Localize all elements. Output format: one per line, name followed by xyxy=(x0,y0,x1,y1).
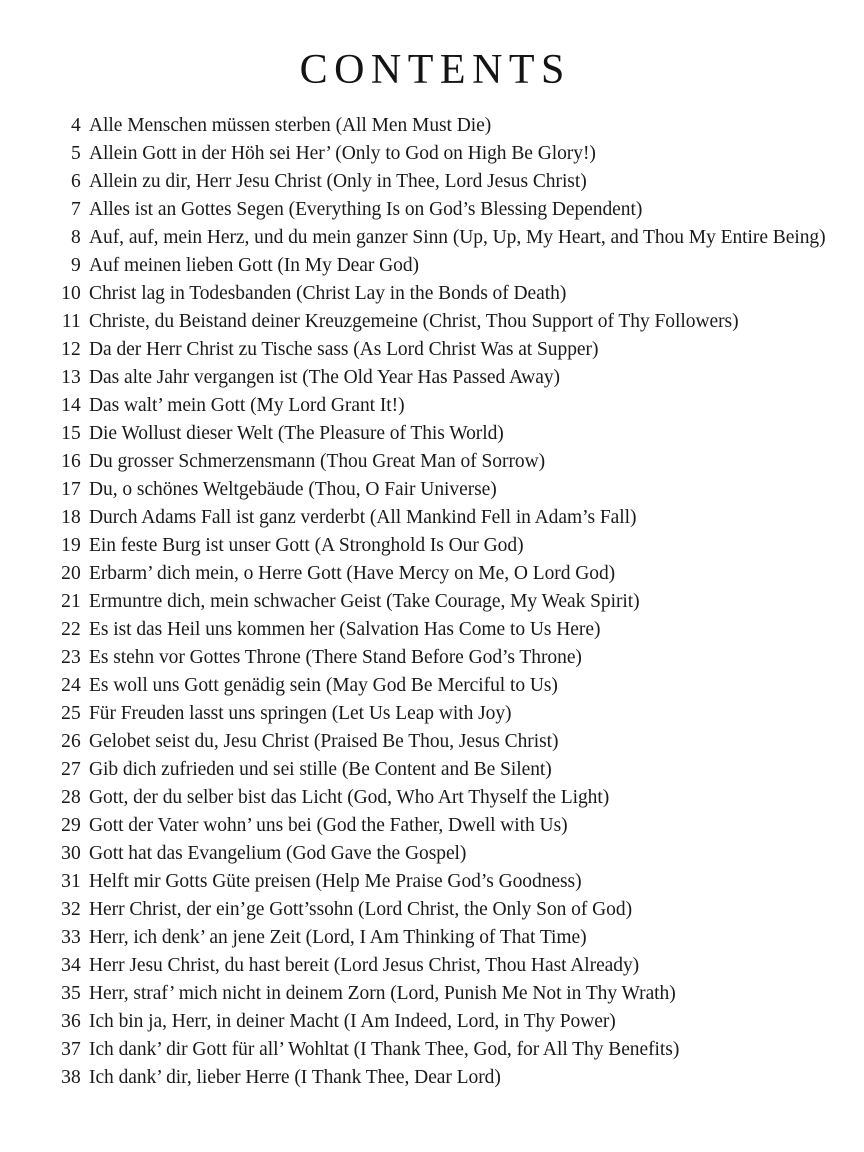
list-item[interactable] xyxy=(0,560,864,588)
list-item[interactable] xyxy=(0,700,864,728)
entry-title: Du grosser Schmerzensmann (Thou Great Man of Sorrow) xyxy=(89,451,546,472)
list-item[interactable] xyxy=(0,504,864,532)
entry-page-number: 34 xyxy=(61,955,81,976)
entry-title: Alle Menschen müssen sterben (All Men Must Die) xyxy=(89,115,492,136)
entry-title: Auf meinen lieben Gott (In My Dear God) xyxy=(89,255,419,276)
entry-title: Helft mir Gotts Güte preisen (Help Me Praise God’s Goodness) xyxy=(89,871,582,892)
entry-page-number: 24 xyxy=(61,675,81,696)
entry-title: Da der Herr Christ zu Tische sass (As Lord Christ Was at Supper) xyxy=(89,339,599,360)
entry-title: Ermuntre dich, mein schwacher Geist (Take Courage, My Weak Spirit) xyxy=(89,591,640,612)
entry-page-number: 25 xyxy=(61,703,81,724)
entry-title: Die Wollust dieser Welt (The Pleasure of This World) xyxy=(89,423,504,444)
list-item[interactable] xyxy=(0,280,864,308)
entry-page-number: 27 xyxy=(61,759,81,780)
list-item[interactable] xyxy=(0,728,864,756)
entry-title: Das alte Jahr vergangen ist (The Old Year Has Passed Away) xyxy=(89,367,560,388)
entry-page-number: 13 xyxy=(61,367,81,388)
entry-title: Ein feste Burg ist unser Gott (A Stronghold Is Our God) xyxy=(89,535,524,556)
list-item[interactable] xyxy=(0,756,864,784)
list-item[interactable] xyxy=(0,420,864,448)
entry-title: Auf, auf, mein Herz, und du mein ganzer Sinn (Up, Up, My Heart, and Thou My Entire Being) xyxy=(89,227,826,248)
entry-page-number: 20 xyxy=(61,563,81,584)
list-item[interactable] xyxy=(0,448,864,476)
entry-page-number: 21 xyxy=(61,591,81,612)
list-item[interactable] xyxy=(0,896,864,924)
list-item[interactable] xyxy=(0,672,864,700)
entry-page-number: 37 xyxy=(61,1039,81,1060)
list-item[interactable] xyxy=(0,644,864,672)
entry-title: Ich dank’ dir Gott für all’ Wohltat (I Thank Thee, God, for All Thy Benefits) xyxy=(89,1039,680,1060)
entry-page-number: 26 xyxy=(61,731,81,752)
entry-title: Ich bin ja, Herr, in deiner Macht (I Am Indeed, Lord, in Thy Power) xyxy=(89,1011,616,1032)
list-item[interactable] xyxy=(0,392,864,420)
list-item[interactable] xyxy=(0,1008,864,1036)
list-item[interactable] xyxy=(0,588,864,616)
entry-title: Erbarm’ dich mein, o Herre Gott (Have Mercy on Me, O Lord God) xyxy=(89,563,616,584)
list-item[interactable] xyxy=(0,224,864,252)
list-item[interactable] xyxy=(0,616,864,644)
page-title: CONTENTS xyxy=(299,47,571,93)
list-item[interactable] xyxy=(0,532,864,560)
list-item[interactable] xyxy=(0,308,864,336)
entry-page-number: 35 xyxy=(61,983,81,1004)
entry-page-number: 32 xyxy=(61,899,81,920)
list-item[interactable] xyxy=(0,168,864,196)
entry-page-number: 33 xyxy=(61,927,81,948)
entry-page-number: 9 xyxy=(71,255,81,276)
entry-title: Gib dich zufrieden und sei stille (Be Content and Be Silent) xyxy=(89,759,552,780)
entry-title: Herr Jesu Christ, du hast bereit (Lord Jesus Christ, Thou Hast Already) xyxy=(89,955,640,976)
entry-page-number: 23 xyxy=(61,647,81,668)
list-item[interactable] xyxy=(0,952,864,980)
entry-title: Für Freuden lasst uns springen (Let Us Leap with Joy) xyxy=(89,703,512,724)
entry-page-number: 15 xyxy=(61,423,81,444)
entry-page-number: 6 xyxy=(71,171,81,192)
entry-title: Allein zu dir, Herr Jesu Christ (Only in Thee, Lord Jesus Christ) xyxy=(89,171,587,192)
entry-page-number: 36 xyxy=(61,1011,81,1032)
entry-page-number: 29 xyxy=(61,815,81,836)
entry-page-number: 14 xyxy=(61,395,81,416)
entry-title: Ich dank’ dir, lieber Herre (I Thank Thee, Dear Lord) xyxy=(89,1067,501,1088)
entry-title: Alles ist an Gottes Segen (Everything Is on God’s Blessing Dependent) xyxy=(89,199,643,220)
list-item[interactable] xyxy=(0,784,864,812)
list-item[interactable] xyxy=(0,112,864,140)
entry-page-number: 7 xyxy=(71,199,81,220)
entry-page-number: 8 xyxy=(71,227,81,248)
entry-page-number: 19 xyxy=(61,535,81,556)
entry-title: Herr Christ, der ein’ge Gott’ssohn (Lord Christ, the Only Son of God) xyxy=(89,899,633,920)
entry-title: Es ist das Heil uns kommen her (Salvation Has Come to Us Here) xyxy=(89,619,601,640)
table-of-contents-list xyxy=(0,112,864,1092)
list-item[interactable] xyxy=(0,1064,864,1092)
entry-title: Gott der Vater wohn’ uns bei (God the Father, Dwell with Us) xyxy=(89,815,568,836)
entry-page-number: 5 xyxy=(71,143,81,164)
entry-title: Christe, du Beistand deiner Kreuzgemeine (Christ, Thou Support of Thy Followers) xyxy=(89,311,739,332)
list-item[interactable] xyxy=(0,1036,864,1064)
entry-page-number: 17 xyxy=(61,479,81,500)
list-item[interactable] xyxy=(0,336,864,364)
entry-title: Durch Adams Fall ist ganz verderbt (All Mankind Fell in Adam’s Fall) xyxy=(89,507,637,528)
list-item[interactable] xyxy=(0,196,864,224)
entry-title: Es woll uns Gott genädig sein (May God Be Merciful to Us) xyxy=(89,675,558,696)
entry-page-number: 31 xyxy=(61,871,81,892)
entry-page-number: 16 xyxy=(61,451,81,472)
entry-title: Herr, ich denk’ an jene Zeit (Lord, I Am Thinking of That Time) xyxy=(89,927,587,948)
entry-page-number: 30 xyxy=(61,843,81,864)
entry-page-number: 38 xyxy=(61,1067,81,1088)
list-item[interactable] xyxy=(0,812,864,840)
list-item[interactable] xyxy=(0,840,864,868)
entry-title: Herr, straf’ mich nicht in deinem Zorn (Lord, Punish Me Not in Thy Wrath) xyxy=(89,983,676,1004)
entry-title: Christ lag in Todesbanden (Christ Lay in the Bonds of Death) xyxy=(89,283,567,304)
entry-page-number: 28 xyxy=(61,787,81,808)
entry-title: Allein Gott in der Höh sei Her’ (Only to God on High Be Glory!) xyxy=(89,143,596,164)
entry-title: Gott, der du selber bist das Licht (God, Who Art Thyself the Light) xyxy=(89,787,610,808)
list-item[interactable] xyxy=(0,980,864,1008)
entry-page-number: 4 xyxy=(71,115,81,136)
entry-title: Du, o schönes Weltgebäude (Thou, O Fair Universe) xyxy=(89,479,497,500)
list-item[interactable] xyxy=(0,140,864,168)
entry-title: Es stehn vor Gottes Throne (There Stand Before God’s Throne) xyxy=(89,647,582,668)
entry-page-number: 11 xyxy=(61,311,81,332)
entry-page-number: 18 xyxy=(61,507,81,528)
entry-title: Das walt’ mein Gott (My Lord Grant It!) xyxy=(89,395,405,416)
entry-page-number: 12 xyxy=(61,339,81,360)
list-item[interactable] xyxy=(0,924,864,952)
entry-title: Gott hat das Evangelium (God Gave the Gospel) xyxy=(89,843,467,864)
entry-page-number: 10 xyxy=(61,283,81,304)
list-item[interactable] xyxy=(0,868,864,896)
list-item[interactable] xyxy=(0,476,864,504)
entry-title: Gelobet seist du, Jesu Christ (Praised Be Thou, Jesus Christ) xyxy=(89,731,559,752)
list-item[interactable] xyxy=(0,252,864,280)
list-item[interactable] xyxy=(0,364,864,392)
entry-page-number: 22 xyxy=(61,619,81,640)
